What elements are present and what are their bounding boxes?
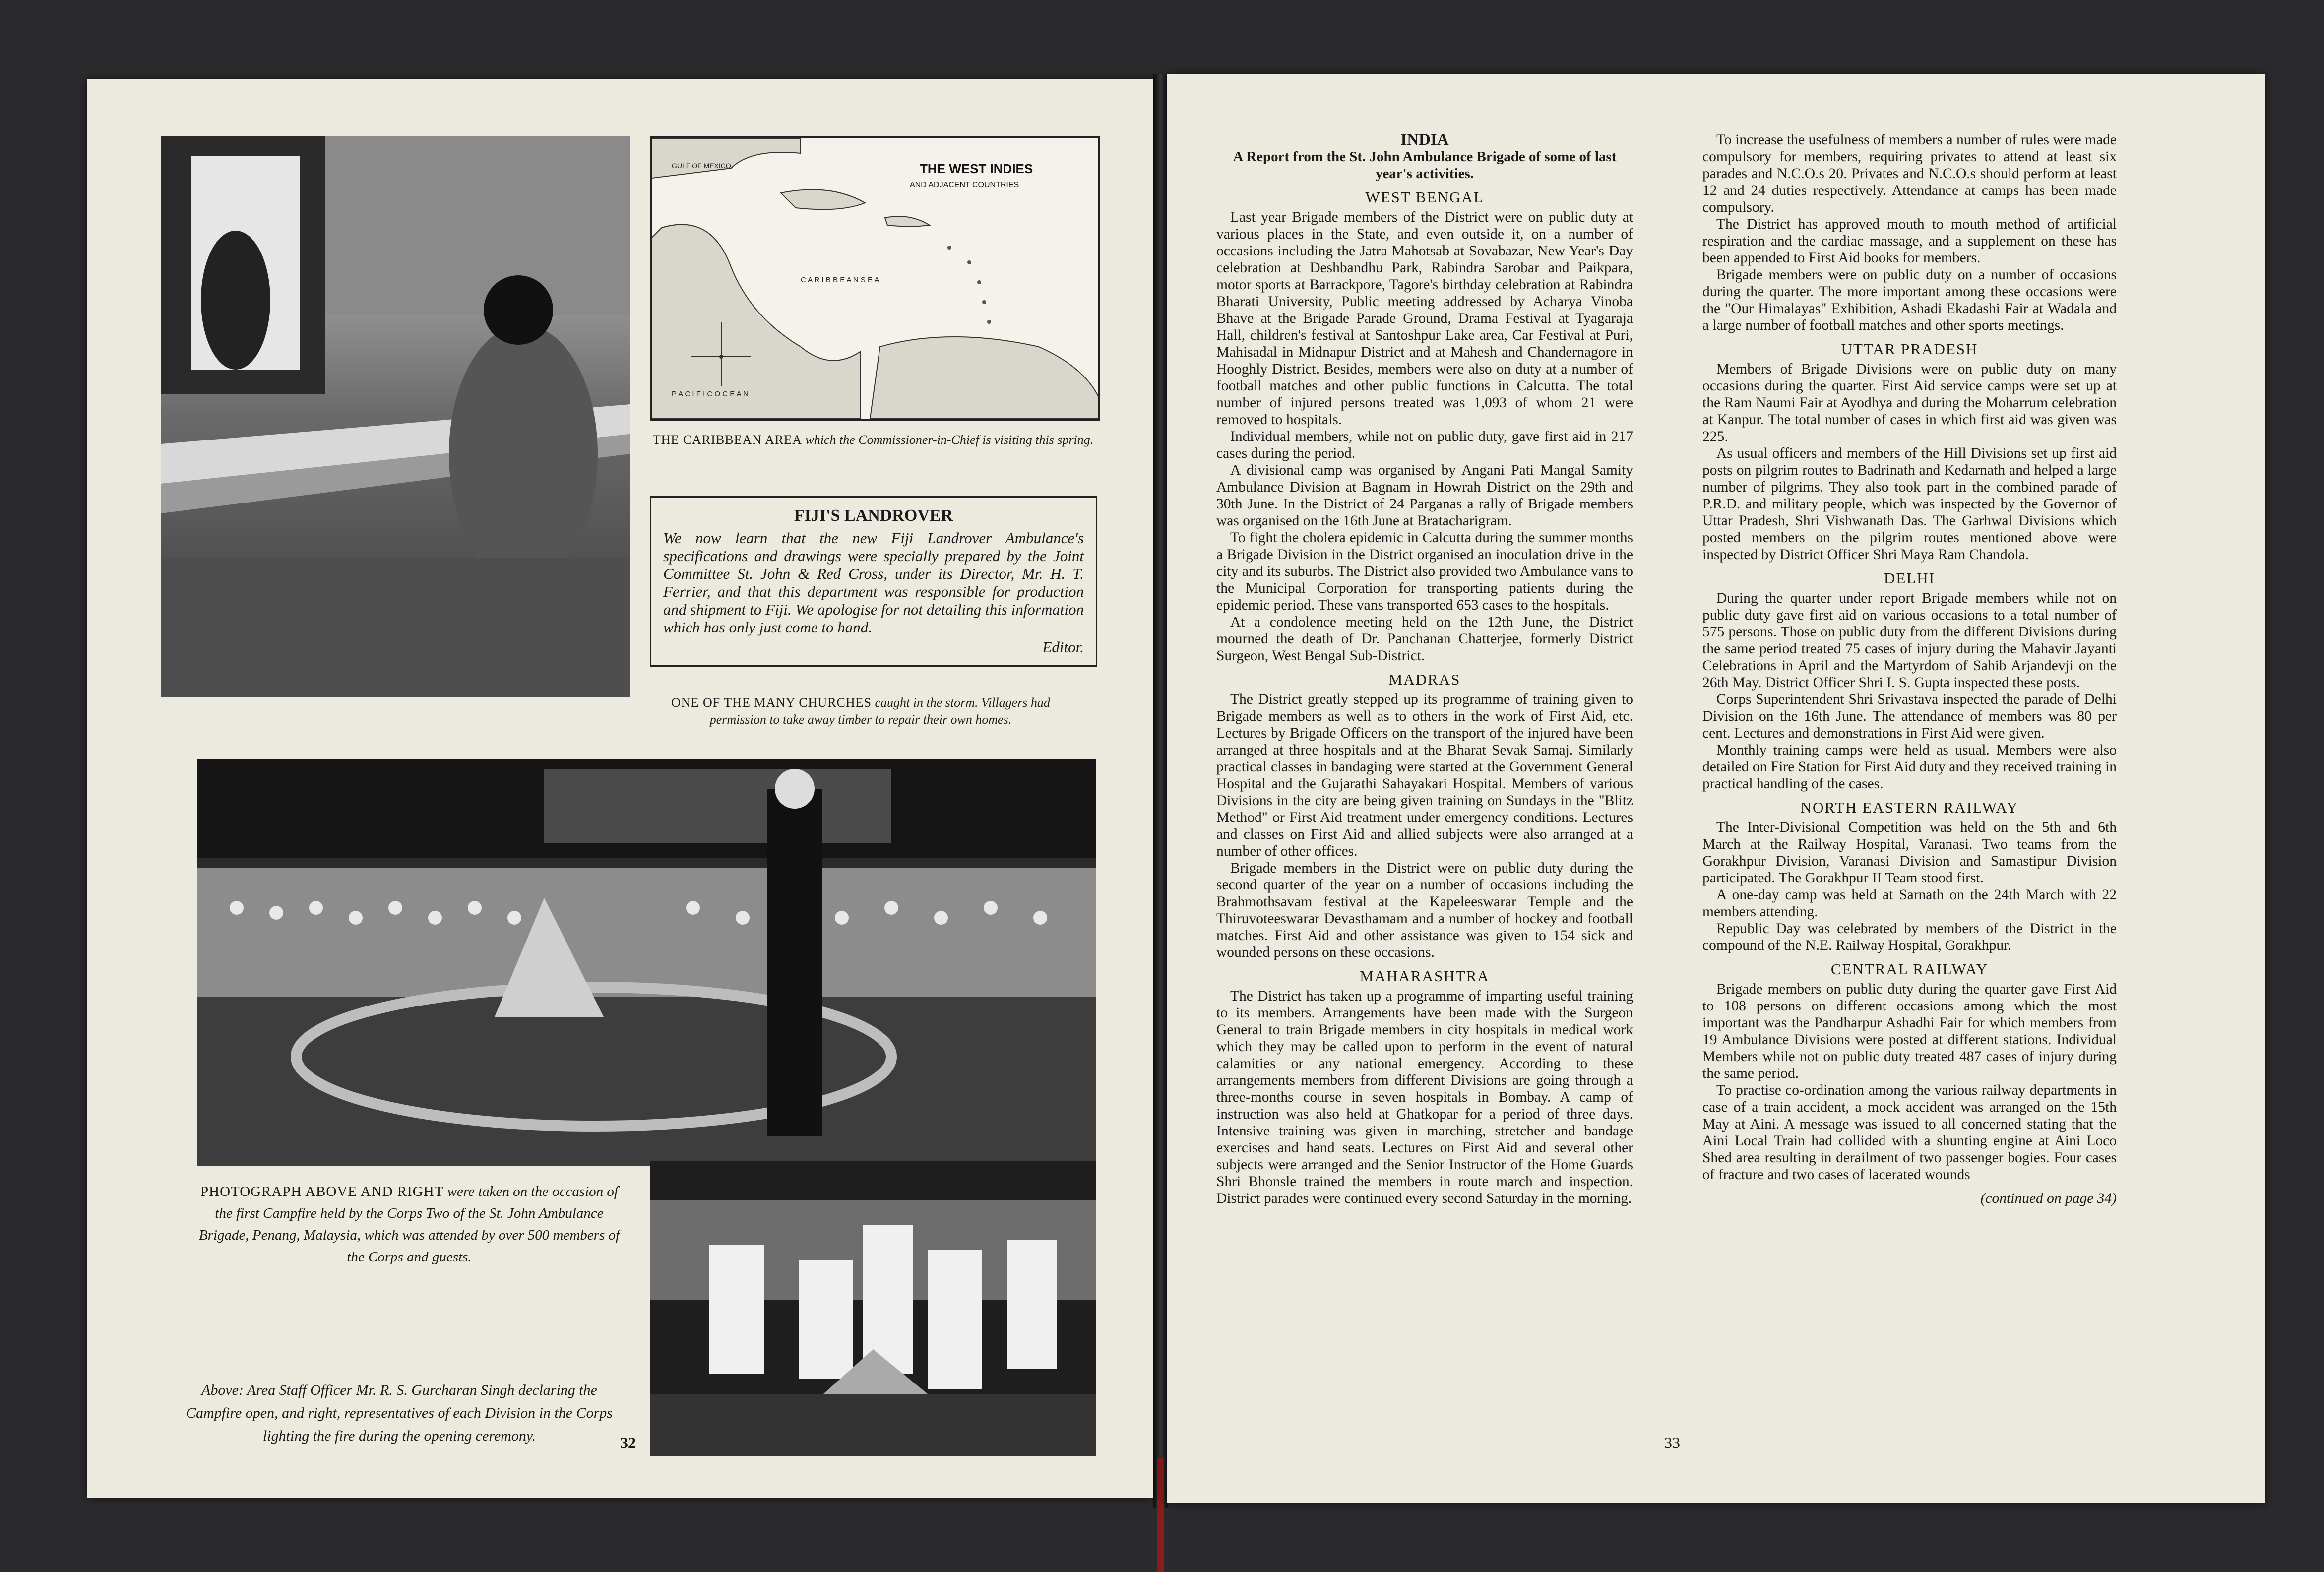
map-label-gulf: GULF OF MEXICO	[672, 162, 731, 170]
lighting-fire-photo	[650, 1161, 1096, 1456]
page-number-left: 32	[620, 1434, 636, 1451]
map-subtitle: AND ADJACENT COUNTRIES	[910, 181, 1019, 189]
church-caption-lead: ONE OF THE MANY CHURCHES	[671, 695, 872, 710]
campfire-caption	[193, 1181, 625, 1268]
paragraph: To increase the usefulness of members a number of rules were made compulsory for members, requiring privates to attend at least six parades and N.C.O.s 20. Privates and N.C.O.s should perform at least 12 and 24 duties respectively. Attendance at camps has been made compulsory.	[1702, 132, 2117, 215]
paragraph: Corps Superintendent Shri Srivastava inspected the parade of Delhi Division on the 16th June. The attendance of members was 80 per cent. Lectures and demonstrations in First Aid were given.	[1702, 692, 2117, 741]
campfire-caption-text: were taken on the occasion of the first Campfire held by the Corps Two of the St. John Ambulance Brigade, Penang, Malaysia, which was attended by over 500 members of the Corps and guests.	[198, 1184, 620, 1265]
paragraph: Republic Day was celebrated by members of the District in the compound of the N.E. Railway Hospital, Gorakhpur.	[1702, 921, 2117, 953]
paragraph: The District has taken up a programme of imparting useful training to its members. Arrangements have been made with the Surgeon General to train Brigade members in city hospitals in medical work which they may be called upon to perform in the event of natural calamities or any national emergency. According to these arrangements members from different Divisions are going through a three-months course in seven hospitals in Bombay. A camp of instruction was also held at Ghatkopar for a period of three days. Intensive training was given in marching, stretcher and bandage exercises and hand seats. Lectures on First Aid and several other subjects were arranged and the Senior Instructor of the Home Guards Shri Bhonsle trained the members in route march and inspection. District parades were continued every second Saturday in the morning.	[1216, 988, 1633, 1206]
fiji-landrover-box	[650, 496, 1097, 667]
map-caption	[650, 432, 1096, 448]
paragraph: Brigade members on public duty during the quarter gave First Aid to 108 persons on different occasions among which the most important was the Pandharpur Ashadhi Fair for which members from 19 Ambulance Divisions were posted at different stations. Individual Members while not on public duty treated 487 cases of injury during the same period.	[1702, 981, 2117, 1081]
section-heading: MADRAS	[1388, 671, 1461, 688]
paragraph: Members of Brigade Divisions were on public duty on many occasions during the quarter. First Aid service camps were set up at the Ram Naumi Fair at Ayodhya and during the Moharrum celebration at Kanpur. The total number of cases in which first aid was given was 225.	[1702, 361, 2117, 444]
paragraph: To fight the cholera epidemic in Calcutta during the summer months a Brigade Division in the District organised an inoculation drive in the city and its suburbs. The District also provided two Ambulance vans to the Municipal Corporation for transporting patients during the epidemic period. These vans transported 653 cases to the hospitals.	[1216, 530, 1633, 613]
above-caption	[176, 1379, 623, 1447]
map-title: THE WEST INDIES	[920, 161, 1033, 176]
paragraph: Brigade members were on public duty on a number of occasions during the quarter. The more important among these occasions were the "Our Himalayas" Exhibition, Ashadi Ekadashi Fair at Wadala and a large number of football matches and other sports meetings.	[1702, 267, 2117, 333]
fiji-box-text: We now learn that the new Fiji Landrover Ambulance's specifications and drawings were specially prepared by the Joint Committee St. John & Red Cross, under its Director, Mr. H. T. Ferrier, and that this department was responsible for production and shipment to Fiji. We apologise for not detailing this information which has only just come to hand.	[663, 529, 1084, 636]
section-heading: DELHI	[1884, 569, 1935, 587]
paragraph: Last year Brigade members of the District were on public duty at various places in the State, and even outside it, on a number of occasions including the Jatra Mahotsab at Sovabazar, New Year's Day celebration at Deshbandhu Park, Rabindra Sarobar and Paikpara, motor sports at Barrackpore, Tagore's birthday celebration at Rabindra Bharati University, Public meeting addressed by Acharya Vinoba Bhave at the Brigade Parade Ground, Drama Festival at Tyagaraja Hall, children's festival at Santoshpur Lake area, Car Festival at Puri, Mahisadal in Midnapur District and at Mahesh and Chandernagore in Hooghly District. Besides, members were also on duty at a number of football matches and other public functions in Calcutta. The total number of injured persons treated was 1,093 of whom 21 were removed to hospitals.	[1216, 209, 1633, 428]
church-storm-photo	[161, 136, 630, 697]
map-caption-lead: THE CARIBBEAN AREA	[652, 433, 802, 447]
paragraph: At a condolence meeting held on the 12th June, the District mourned the death of Dr. Panchanan Chatterjee, formerly District Surgeon, West Bengal Sub-District.	[1216, 614, 1633, 664]
map-caption-text: which the Commissioner-in-Chief is visiting this spring.	[805, 433, 1094, 447]
map-label-sea: C A R I B B E A N S E A	[801, 276, 879, 284]
section-heading: MAHARASHTRA	[1360, 967, 1490, 985]
paragraph: The District has approved mouth to mouth method of artificial respiration and the cardiac massage, and a supplement on these has been appended to First Aid books for members.	[1702, 216, 2117, 266]
bookmark-ribbon	[1157, 1458, 1164, 1572]
paragraph: The Inter-Divisional Competition was held on the 5th and 6th March at the Railway Hospital, Varanasi. Two teams from the Gorakhpur Division, Varanasi Division and Samastipur Division participated. The Gorakhpur II Team stood first.	[1702, 819, 2117, 886]
right-page	[1167, 74, 2265, 1503]
paragraph: A divisional camp was organised by Angani Pati Mangal Samity Ambulance Division at Bagnam in Howrah District on the 29th and 30th June. In the District of 24 Parganas a rally of Brigade members was organised on the 16th June at Bratacharigram.	[1216, 462, 1633, 529]
article-subtitle: A Report from the St. John Ambulance Brigade of some of last year's activities.	[1233, 149, 1617, 182]
continued-note: (continued on page 34)	[1980, 1191, 2117, 1206]
above-caption-text: Above: Area Staff Officer Mr. R. S. Gurcharan Singh declaring the Campfire open, and right, representatives of each Division in the Corps lighting the fire during the opening ceremony.	[186, 1382, 613, 1444]
paragraph: Monthly training camps were held as usual. Members were also detailed on Fire Station for First Aid duty and they received training in practical handling of the cases.	[1702, 742, 2117, 792]
west-indies-map	[650, 136, 1100, 421]
left-page	[87, 79, 1153, 1498]
section-heading: NORTH EASTERN RAILWAY	[1800, 799, 2019, 816]
fiji-box-sign: Editor.	[1042, 638, 1084, 656]
church-caption-text: caught in the storm. Villagers had permission to take away timber to repair their own homes.	[709, 695, 1050, 727]
campfire-photo	[197, 759, 1096, 1166]
paragraph: Individual members, while not on public duty, gave first aid in 217 cases during the period.	[1216, 429, 1633, 461]
church-caption	[650, 694, 1071, 728]
campfire-caption-lead: PHOTOGRAPH ABOVE AND RIGHT	[200, 1184, 444, 1199]
book-spine	[1153, 74, 1168, 1508]
article-title: INDIA	[1400, 131, 1449, 149]
paragraph: To practise co-ordination among the various railway departments in case of a train accident, a mock accident was arranged on the 15th May at Aini. A message was issued to all concerned stating that the Aini Local Train had collided with a shunting engine at Aini Loco Shed area resulting in derailment of two passenger bogies. Four cases of fracture and two cases of lacerated wounds	[1702, 1082, 2117, 1183]
page-number-right: 33	[1664, 1434, 1680, 1451]
section-heading: UTTAR PRADESH	[1841, 340, 1978, 358]
map-label-ocean: P A C I F I C O C E A N	[672, 390, 749, 398]
paragraph: During the quarter under report Brigade members while not on public duty gave first aid on various occasions to a total number of 575 persons. Those on public duty from the different Divisions during the same period treated 75 cases of injury during the Mahavir Jayanti Celebrations in April and the Martyrdom of Sahib Arjandevji on the 26th May. District Officer Shri I. S. Gupta inspected these posts.	[1702, 590, 2117, 691]
paragraph: A one-day camp was held at Sarnath on the 24th March with 22 members attending.	[1702, 887, 2117, 920]
section-heading: CENTRAL RAILWAY	[1830, 960, 1989, 978]
paragraph: Brigade members in the District were on public duty during the second quarter of the year on a number of occasions including the Brahmothsavam festival at the Kapeleeswarar Temple and the Thiruvoteeswarar Devasthamam and a number of hockey and football matches. First Aid and other assistance was given to 154 sick and wounded persons on these occasions.	[1216, 860, 1633, 960]
fiji-box-title: FIJI'S LANDROVER	[794, 506, 953, 525]
article-column-2	[1702, 131, 2117, 1207]
paragraph: The District greatly stepped up its programme of training given to Brigade members as well as to others in the work of First Aid, etc. Lectures by Brigade Officers on the transport of the injured have been arranged at three hospitals and at the Bharat Sevak Samaj. Similarly practical classes in bandaging were started at the Government General Hospital and the Gujarathi Sahayakari Hospital. Members of various Divisions in the city are being given training on Sundays in the "Blitz Method" or First Aid treatment under emergency conditions. Lectures and classes on First Aid and allied subjects were also arranged at a number of other offices.	[1216, 692, 1633, 859]
paragraph: As usual officers and members of the Hill Divisions set up first aid posts on pilgrim routes to Badrinath and Kedarnath and helped a large number of pilgrims. They also took part in the combined parade of P.R.D. and military people, which was inspected by the Governor of Uttar Pradesh, Shri Vishwanath Das. The Garhwal Divisions which posted members on the pilgrim routes mentioned above were inspected by District Officer Shri Maya Ram Chandola.	[1702, 445, 2117, 563]
article-column-1	[1216, 131, 1633, 1207]
section-heading: WEST BENGAL	[1365, 189, 1484, 206]
